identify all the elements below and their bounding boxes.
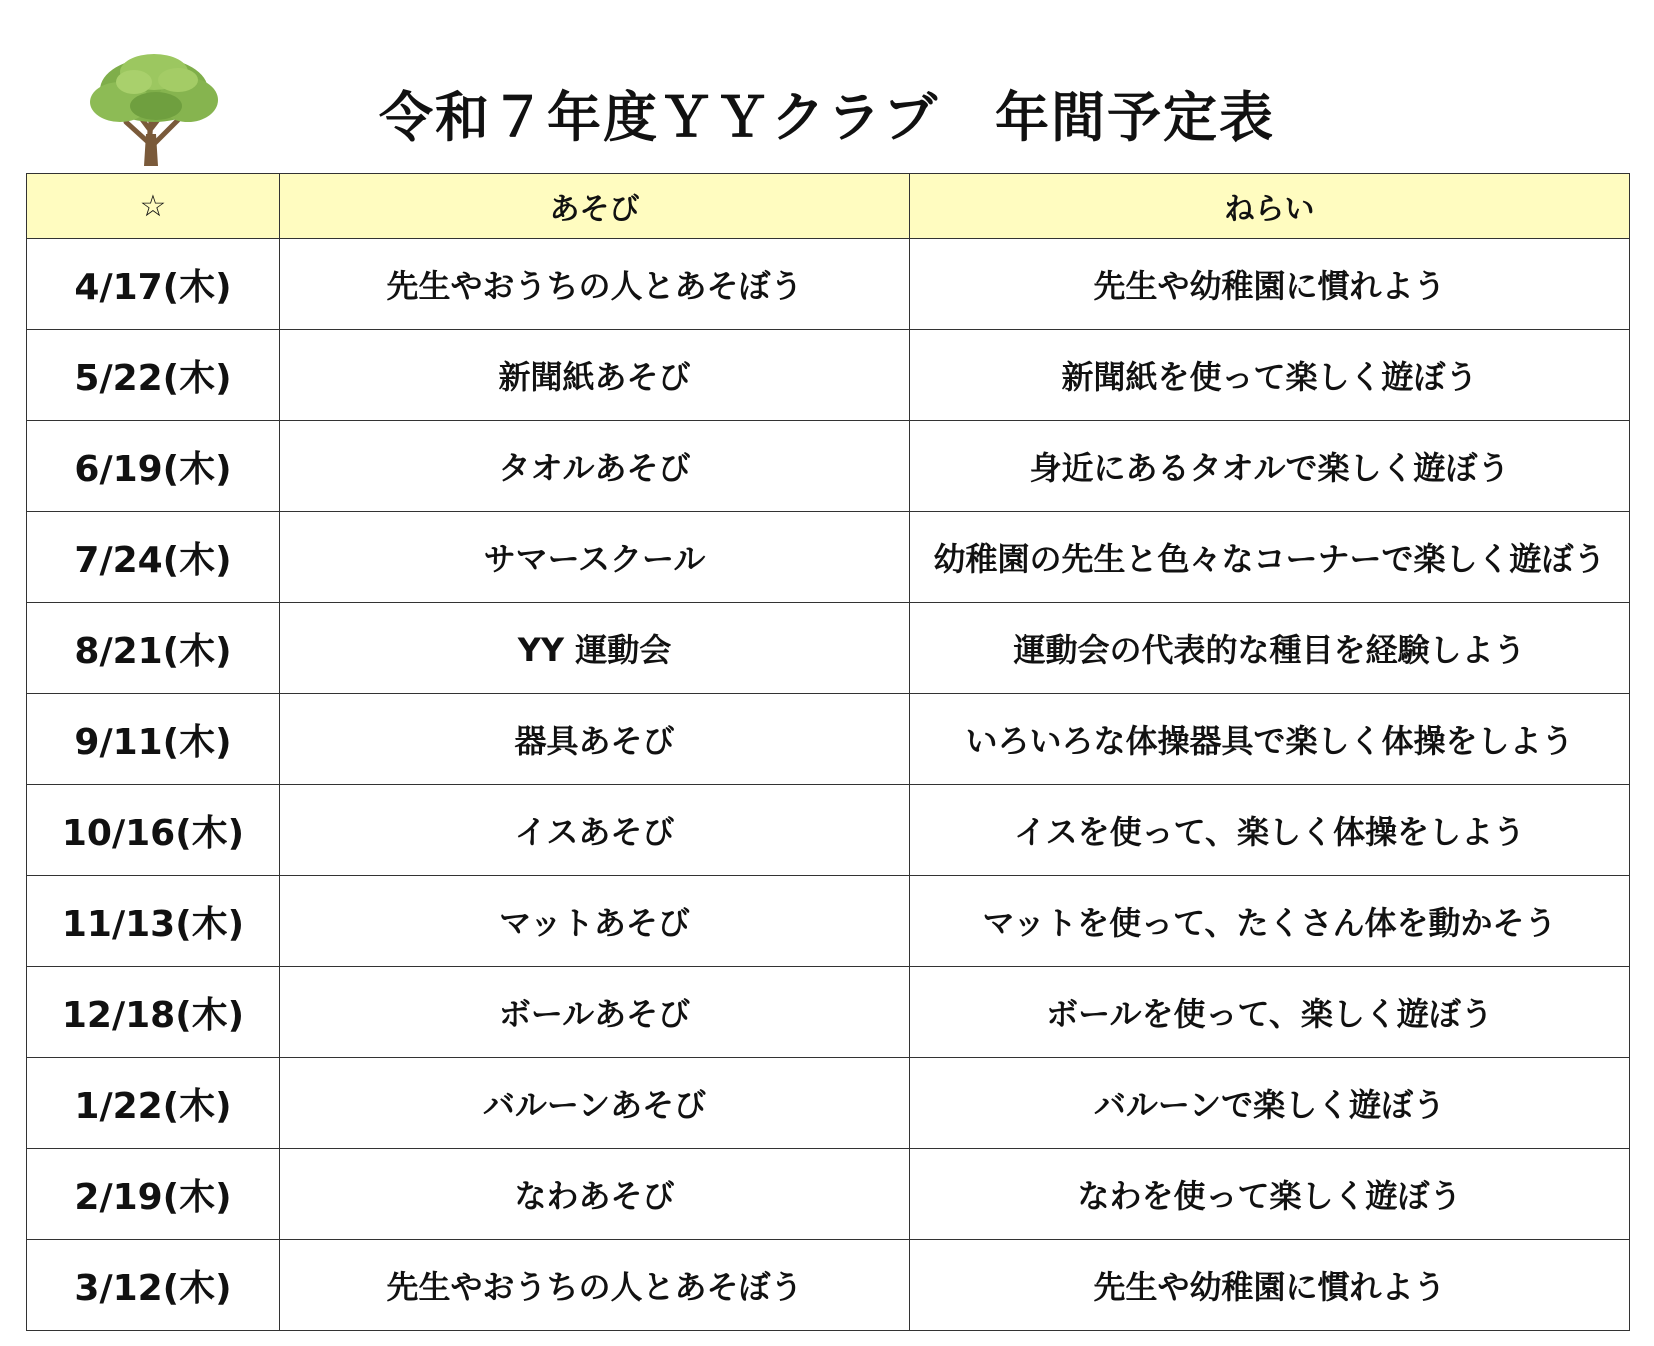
aim-cell: 新聞紙を使って楽しく遊ぼう: [910, 330, 1630, 421]
table-row: [27, 421, 1630, 512]
date-cell: 11/13(木): [27, 876, 280, 967]
aim-cell: 幼稚園の先生と色々なコーナーで楽しく遊ぼう: [910, 512, 1630, 603]
aim-cell: 運動会の代表的な種目を経験しよう: [910, 603, 1630, 694]
activity-cell: サマースクール: [280, 512, 910, 603]
activity-cell: タオルあそび: [280, 421, 910, 512]
date-cell: 5/22(木): [27, 330, 280, 421]
date-cell: 1/22(木): [27, 1058, 280, 1149]
aim-cell: 先生や幼稚園に慣れよう: [910, 1240, 1630, 1331]
aim-cell: バルーンで楽しく遊ぼう: [910, 1058, 1630, 1149]
date-cell: 12/18(木): [27, 967, 280, 1058]
aim-cell: なわを使って楽しく遊ぼう: [910, 1149, 1630, 1240]
activity-cell: 先生やおうちの人とあそぼう: [280, 1240, 910, 1331]
table-header-row: [27, 174, 1630, 239]
date-cell: 9/11(木): [27, 694, 280, 785]
date-cell: 7/24(木): [27, 512, 280, 603]
date-cell: 3/12(木): [27, 1240, 280, 1331]
date-cell: 2/19(木): [27, 1149, 280, 1240]
aim-cell: いろいろな体操器具で楽しく体操をしよう: [910, 694, 1630, 785]
table-row: [27, 330, 1630, 421]
table-row: [27, 1058, 1630, 1149]
activity-cell: マットあそび: [280, 876, 910, 967]
table-row: [27, 785, 1630, 876]
page-title: 令和７年度ＹＹクラブ 年間予定表: [379, 86, 1275, 149]
date-cell: 10/16(木): [27, 785, 280, 876]
activity-cell: YY 運動会: [280, 603, 910, 694]
table-row: [27, 603, 1630, 694]
table-row: [27, 239, 1630, 330]
date-cell: 6/19(木): [27, 421, 280, 512]
date-cell: 8/21(木): [27, 603, 280, 694]
aim-cell: 身近にあるタオルで楽しく遊ぼう: [910, 421, 1630, 512]
table-row: [27, 1149, 1630, 1240]
column-header-aim: ねらい: [910, 174, 1630, 239]
aim-cell: イスを使って、楽しく体操をしよう: [910, 785, 1630, 876]
aim-cell: マットを使って、たくさん体を動かそう: [910, 876, 1630, 967]
activity-cell: バルーンあそび: [280, 1058, 910, 1149]
activity-cell: イスあそび: [280, 785, 910, 876]
activity-cell: 新聞紙あそび: [280, 330, 910, 421]
aim-cell: 先生や幼稚園に慣れよう: [910, 239, 1630, 330]
column-header-activity: あそび: [280, 174, 910, 239]
table-row: [27, 1240, 1630, 1331]
schedule-table: [26, 173, 1630, 1331]
table-row: [27, 876, 1630, 967]
activity-cell: ボールあそび: [280, 967, 910, 1058]
table-row: [27, 512, 1630, 603]
column-header-star: ☆: [27, 174, 280, 239]
activity-cell: 先生やおうちの人とあそぼう: [280, 239, 910, 330]
activity-cell: なわあそび: [280, 1149, 910, 1240]
activity-cell: 器具あそび: [280, 694, 910, 785]
date-cell: 4/17(木): [27, 239, 280, 330]
table-row: [27, 694, 1630, 785]
table-row: [27, 967, 1630, 1058]
aim-cell: ボールを使って、楽しく遊ぼう: [910, 967, 1630, 1058]
